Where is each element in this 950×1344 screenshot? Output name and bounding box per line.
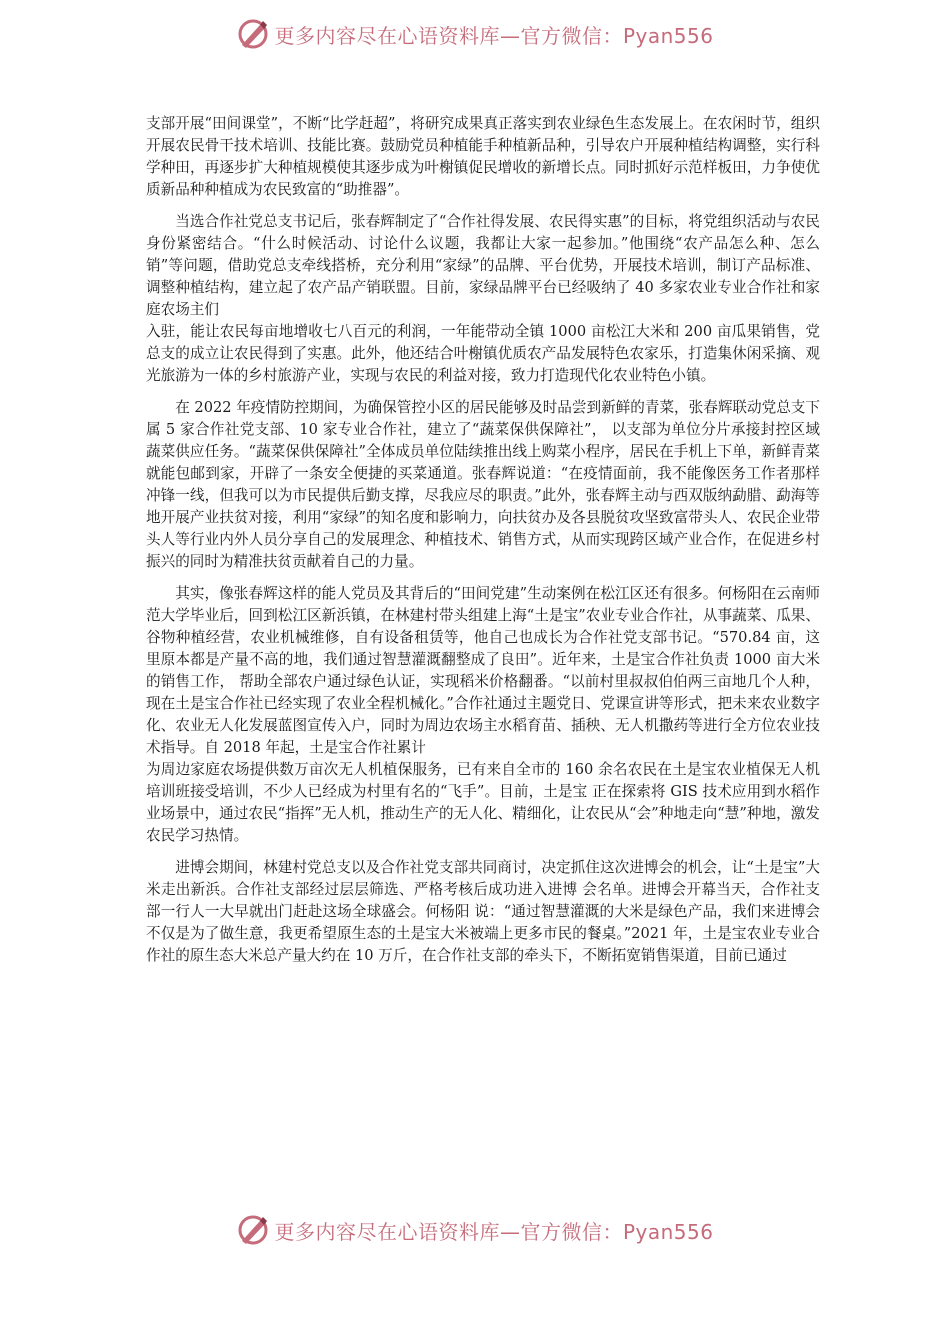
document-body (146, 113, 820, 977)
paragraph-line: 当选合作社党总支书记后，张春辉制定了“合作社得发展、农民得实惠”的目标，将党组织活动与农民身份紧密结合。“什么时候活动、讨论什么议题，我都让大家一起参加。”他围绕“农产品怎么种、怎么销”等问题，借助党总支牵线搭桥，充分利用“家绿”的品牌、平台优势，开展技术培训，制订产品标准、调整种植结构，建立起了农产品产销联盟。目前，家绿品牌平台已经吸纳了 40 多家农业专业合作社和家庭农场主们 (146, 213, 820, 318)
watermark-text: 更多内容尽在心语资料库—官方微信：Pyan556 (274, 1219, 714, 1244)
paragraph-3 (146, 397, 820, 573)
paragraph-line: 在 2022 年疫情防控期间，为确保管控小区的居民能够及时品尝到新鲜的青菜，张春辉联动党总支下属 5 家合作社党支部、10 家专业合作社，建立了“蔬菜保供保障社”， 以支部为单位分片承接封控区域蔬菜供应任务。“蔬菜保供保障社”全体成员单位陆续推出线上购菜小程序，居民在手机上下单，新鲜青菜就能包邮到家，开辟了一条安全便捷的买菜通道。张春辉说道：“在疫情面前，我不能像医务工作者那样冲锋一线，但我可以为市民提供后勤支撑，尽我应尽的职责。”此外，张春辉主动与西双版纳勐腊、勐海等地开展产业扶贫对接，利用“家绿”的知名度和影响力，向扶贫办及各县脱贫攻坚致富带头人、农民企业带头人等行业内外人员分享自己的发展理念、种植技术、销售方式，从而实现跨区域产业合作，在促进乡村振兴的同时为精准扶贫贡献着自己的力量。 (146, 399, 820, 570)
paragraph-line: 入驻，能让农民每亩地增收七八百元的利润，一年能带动全镇 1000 亩松江大米和 200 亩瓜果销售，党总支的成立让农民得到了实惠。此外，他还结合叶榭镇优质农产品发展特色农家乐，打造集休闲采摘、观光旅游为一体的乡村旅游产业，实现与农民的利益对接，致力打造现代化农业特色小镇。 (146, 323, 820, 384)
pen-logo-icon (236, 17, 270, 51)
paragraph-5 (146, 857, 820, 967)
watermark-text: 更多内容尽在心语资料库—官方微信：Pyan556 (274, 23, 714, 48)
paragraph-1 (146, 113, 820, 201)
paragraph-2 (146, 211, 820, 387)
paragraph-line: 进博会期间，林建村党总支以及合作社党支部共同商讨，决定抓住这次进博会的机会，让“土是宝”大米走出新浜。合作社支部经过层层筛选、严格考核后成功进入进博 会名单。进博会开幕当天，合作社支部一行人一大早就出门赶赴这场全球盛会。何杨阳 说：“通过智慧灌溉的大米是绿色产品，我们来进博会不仅是为了做生意，我更希望原生态的土是宝大米被端上更多市民的餐桌。”2021 年，土是宝农业专业合作社的原生态大米总产量大约在 10 万斤，在合作社支部的牵头下，不断拓宽销售渠道，目前已通过 (146, 859, 820, 964)
footer-watermark (0, 1210, 950, 1250)
paragraph-line: 支部开展“田间课堂”，不断“比学赶超”，将研究成果真正落实到农业绿色生态发展上。在农闲时节，组织开展农民骨干技术培训、技能比赛。鼓励党员种植能手种植新品种，引导农户开展种植结构调整，实行科学种田，再逐步扩大种植规模使其逐步成为叶榭镇促民增收的新增长点。同时抓好示范样板田，力争使优质新品种种植成为农民致富的“助推器”。 (146, 115, 820, 198)
paragraph-line: 为周边家庭农场提供数万亩次无人机植保服务，已有来自全市的 160 余名农民在土是宝农业植保无人机培训班接受培训，不少人已经成为村里有名的“飞手”。目前，土是宝 正在探索将 GIS 技术应用到水稻作业场景中，通过农民“指挥”无人机，推动生产的无人化、精细化，让农民从“会”种地走向“慧”种地，激发农民学习热情。 (146, 761, 820, 844)
paragraph-line: 其实，像张春辉这样的能人党员及其背后的“田间党建”生动案例在松江区还有很多。何杨阳在云南师范大学毕业后，回到松江区新浜镇，在林建村带头组建上海“土是宝”农业专业合作社，从事蔬菜、瓜果、谷物种植经营，农业机械维修，自有设备租赁等，他自己也成长为合作社党支部书记。“570.84 亩，这里原本都是产量不高的地，我们通过智慧灌溉翻整成了良田”。近年来，土是宝合作社负责 1000 亩大米的销售工作， 帮助全部农户通过绿色认证，实现稻米价格翻番。“以前村里叔叔伯伯两三亩地几个人种，现在土是宝合作社已经实现了农业全程机械化。”合作社通过主题党日、党课宣讲等形式，把未来农业数字化、农业无人化发展蓝图宣传入户，同时为周边农场主水稻育苗、插秧、无人机撒药等进行全方位农业技术指导。自 2018 年起，土是宝合作社累计 (146, 585, 820, 756)
pen-logo-icon (236, 1213, 270, 1247)
paragraph-4 (146, 583, 820, 847)
header-watermark (0, 14, 950, 54)
